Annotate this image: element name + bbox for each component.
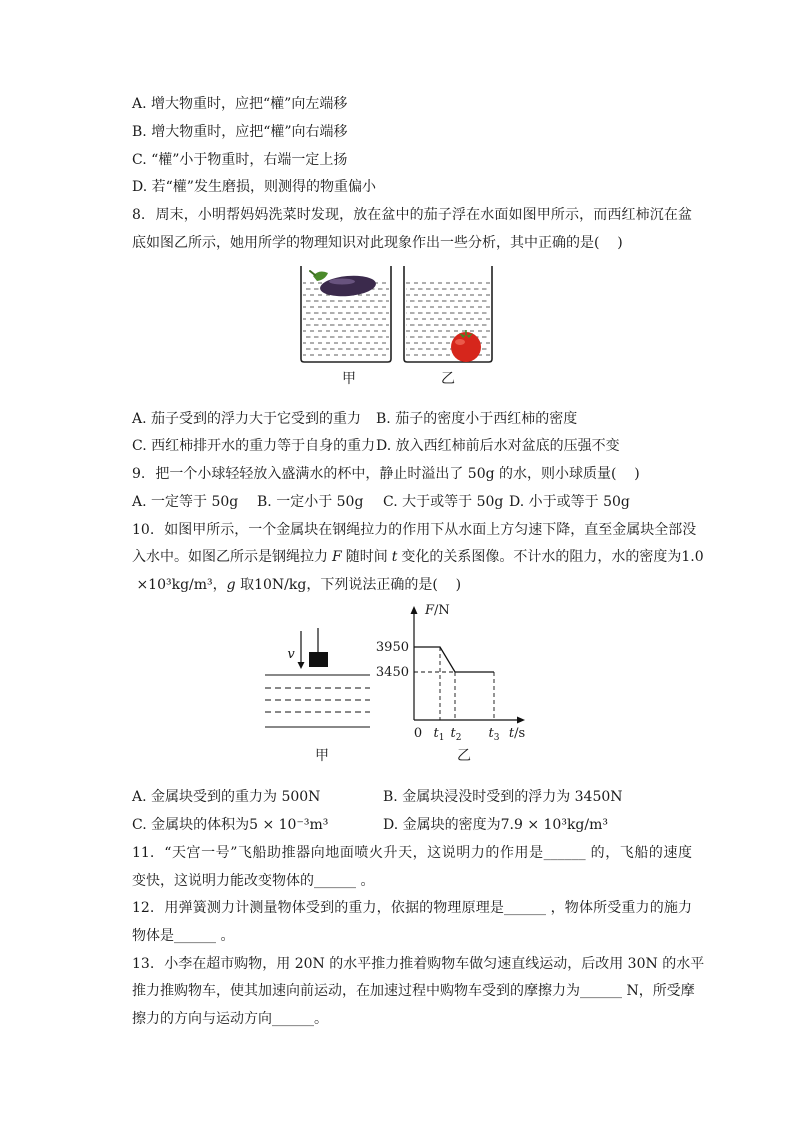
q12-stem-line-2: 物体是______ 。	[132, 928, 235, 944]
q9-option-d: D. 小于或等于 50g	[509, 494, 630, 510]
velocity-arrow-head-icon	[298, 662, 305, 669]
q10-stem-text-2c: 变化的关系图像。不计水的阻力，水的密度为1.0	[401, 549, 704, 565]
q8-option-d: D. 放入西红柿前后水对盆底的压强不变	[376, 438, 620, 454]
q8-option-c: C. 西红柿排开水的重力等于自身的重力	[132, 438, 376, 454]
q10-option-c: C. 金属块的体积为5 × 10⁻³m³	[132, 817, 329, 833]
q9-stem-line	[132, 464, 640, 484]
velocity-label: v	[287, 647, 295, 662]
q13-stem-line-3: 擦力的方向与运动方向______。	[132, 1011, 328, 1027]
q13-stem-line-1	[132, 954, 705, 974]
x-axis-label	[509, 726, 525, 741]
y-tick-3450: 3450	[375, 665, 409, 680]
basin-jia	[301, 266, 391, 362]
q10-stem-text-2b: 随时间	[345, 549, 388, 565]
q8-figure	[290, 262, 510, 387]
q10-option-b: B. 金属块浸没时受到的浮力为 3450N	[383, 789, 623, 805]
q10-figure-label-jia: 甲	[315, 748, 329, 764]
q12-number: 12.	[132, 900, 155, 916]
q11-number: 11.	[132, 845, 155, 861]
t1-sub: 1	[438, 733, 445, 743]
q9-option-a: A. 一定等于 50g	[132, 494, 239, 510]
t1-label	[434, 726, 445, 743]
q8-stem-line-2: 底如图乙所示，她用所学的物理知识对此现象作出一些分析，其中正确的是( )	[132, 235, 623, 251]
q11-stem-line-1	[132, 843, 692, 863]
q11-stem-line-2: 变快，这说明力能改变物体的______ 。	[132, 873, 375, 889]
q9-option-c: C. 大于或等于 50g	[383, 494, 504, 510]
t1-var: t	[433, 726, 439, 741]
q12-stem-line-1	[132, 898, 692, 918]
x-axis-arrow-icon	[517, 717, 525, 724]
y-axis-arrow-icon	[411, 606, 418, 614]
metal-block	[309, 652, 328, 667]
q13-stem-text-1: 小李在超市购物，用 20N 的水平推力推着购物车做匀速直线运动，后改用 30N 的水平	[164, 956, 705, 972]
q8-option-b: B. 茄子的密度小于西红柿的密度	[376, 411, 578, 427]
q8-figure-label-jia: 甲	[342, 371, 356, 387]
y-axis-unit: /N	[434, 603, 450, 618]
q10-figure	[255, 600, 545, 765]
t2-sub: 2	[455, 733, 462, 743]
q7-option-c: C. “權”小于物重时，右端一定上扬	[132, 152, 348, 168]
q9-stem-text: 把一个小球轻轻放入盛满水的杯中，静止时溢出了 50g 的水，则小球质量( )	[155, 466, 640, 482]
force-time-graph	[376, 603, 525, 764]
q8-figure-label-yi: 乙	[441, 371, 455, 387]
x-axis-unit: /s	[514, 726, 526, 741]
basin-yi	[404, 266, 492, 362]
q8-option-a: A. 茄子受到的浮力大于它受到的重力	[132, 411, 362, 427]
q10-var-g: g	[226, 577, 236, 593]
q8-stem-line-1	[132, 205, 692, 225]
q9-option-b: B. 一定小于 50g	[257, 494, 364, 510]
origin-label: 0	[413, 726, 423, 741]
t3-sub: 3	[493, 733, 500, 743]
t2-var: t	[450, 726, 456, 741]
q7-option-b: B. 增大物重时，应把“權”向右端移	[132, 124, 348, 140]
force-curve	[414, 647, 494, 672]
x-axis-var: t	[508, 726, 515, 741]
q8-number: 8.	[132, 207, 146, 223]
y-axis-label	[424, 603, 450, 618]
y-tick-3950: 3950	[375, 640, 409, 655]
q10-stem-line-1	[132, 520, 697, 540]
q11-stem-text-1: “天宫一号”飞船助推器向地面喷火升天，这说明力的作用是______ 的，飞船的速度	[164, 845, 692, 861]
q7-option-d: D. 若“權”发生磨损，则测得的物重偏小	[132, 179, 376, 195]
q10-figure-label-yi: 乙	[457, 748, 471, 764]
q9-number: 9.	[132, 466, 146, 482]
q10-stem-text-3b: 取10N/kg，下列说法正确的是( )	[235, 577, 462, 593]
q10-var-t: t	[391, 549, 398, 565]
y-axis-var: F	[425, 603, 435, 618]
t2-label	[451, 726, 462, 743]
q10-stem-text-1: 如图甲所示，一个金属块在钢绳拉力的作用下从水面上方匀速下降，直至金属块全部没	[164, 522, 697, 538]
q13-number: 13.	[132, 956, 155, 972]
q10-option-d: D. 金属块的密度为7.9 × 10³kg/m³	[383, 817, 608, 833]
q10-stem-line-2	[132, 547, 704, 567]
t3-var: t	[488, 726, 494, 741]
q10-stem-line-3	[132, 575, 461, 595]
q10-stem-text-2a: 入水中。如图乙所示是钢绳拉力	[132, 549, 328, 565]
q10-var-f: F	[332, 549, 342, 565]
q10-number: 10.	[132, 522, 155, 538]
q13-stem-line-2: 推力推购物车，使其加速向前运动，在加速过程中购物车受到的摩擦力为______ N，所受摩	[132, 983, 695, 999]
q8-stem-text-1: 周末，小明帮妈妈洗菜时发现，放在盆中的茄子浮在水面如图甲所示，而西红柿沉在盆	[155, 207, 692, 223]
q12-stem-text-1: 用弹簧测力计测量物体受到的重力，依据的物理原理是______ ，物体所受重力的施力	[164, 900, 692, 916]
descending-block-diagram	[265, 628, 370, 764]
t3-label	[489, 726, 500, 743]
q10-stem-text-3a: ×10³kg/m³，	[132, 577, 227, 593]
q7-option-a: A. 增大物重时，应把“權”向左端移	[132, 96, 348, 112]
q10-option-a: A. 金属块受到的重力为 500N	[132, 789, 321, 805]
